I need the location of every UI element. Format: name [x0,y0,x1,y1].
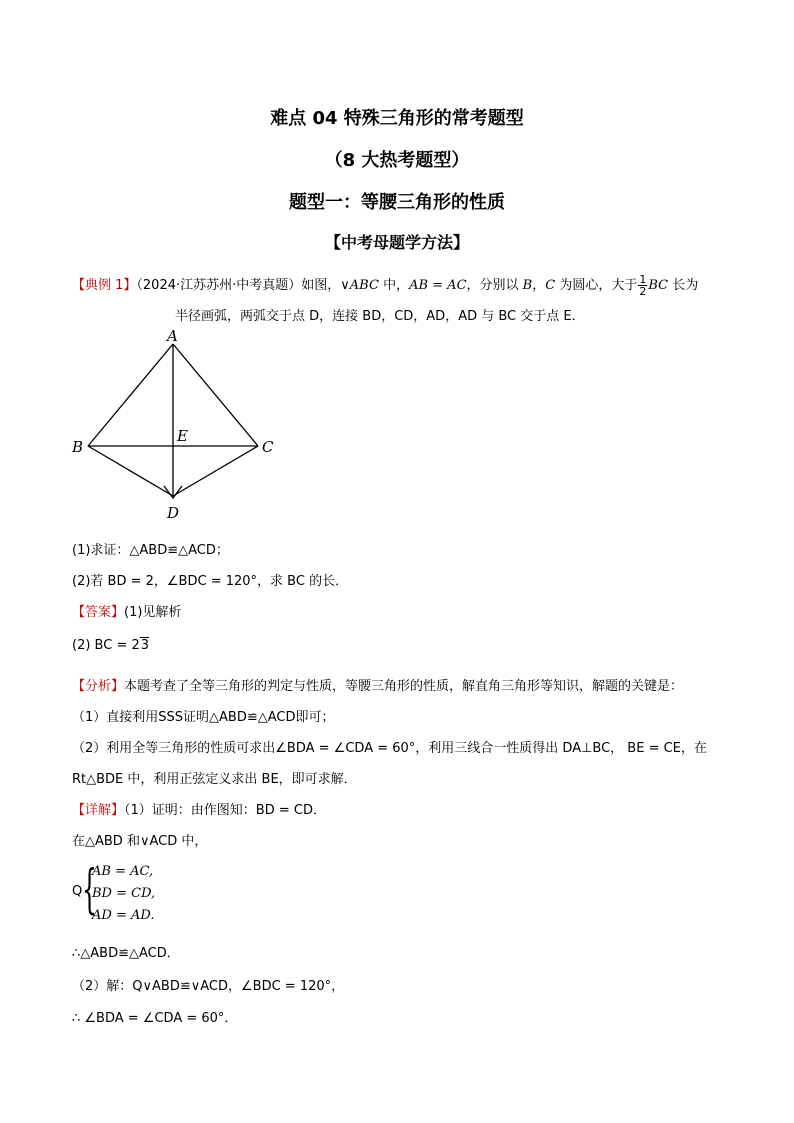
section-heading: 题型一：等腰三角形的性质 [289,192,505,213]
stem-text: ，分别以 [466,278,523,293]
page-title: 难点 04 特殊三角形的常考题型 [270,108,524,129]
stem-text: ， [532,278,546,293]
stem-text: 中， [378,278,410,293]
analysis-line1 [72,675,683,694]
question-2: (2)若 BD = 2，∠BDC = 120°，求 BC 的长． [72,574,349,589]
system-eq-3: AD = AD. [92,908,155,923]
stem-triangle: ∨ABC [340,278,379,293]
answer-line2 [72,638,149,653]
detail-line3: ∴△ABD≌△ACD． [72,946,180,961]
answer-line1 [72,601,181,620]
stem-segment: BC [648,278,669,293]
analysis-tag: 【分析】 [72,679,125,694]
because-symbol: Q [72,884,83,899]
system-eq-1: AB = AC, [92,864,154,879]
detail-line5: ∴ ∠BDA = ∠CDA = 60°． [72,1011,238,1026]
example-stem-line2: 半径画弧，两弧交于点 D，连接 BD，CD，AD，AD 与 BC 交于点 E． [175,309,585,324]
stem-point: B [522,278,533,293]
example-source: （2024·江苏苏州·中考真题） [136,278,302,293]
segment-bd [88,446,173,496]
stem-text: 为圆心，大于 [555,278,638,293]
method-heading: 【中考母题学方法】 [324,233,469,252]
analysis-line2: （1）直接利用SSS证明△ABD≌△ACD即可； [72,710,335,725]
stem-point: C [545,278,556,293]
fraction-half: $\frac{1}{2}$ [639,273,647,298]
point-label-c: C [262,438,274,456]
point-label-e: E [177,427,188,445]
answer-text: (1)见解析 [124,605,182,620]
analysis-text: 本题考查了全等三角形的判定与性质，等腰三角形的性质，解直角三角形等知识，解题的关键是： [124,679,684,694]
geometry-figure [60,326,290,526]
detail-tag: 【详解】 [72,803,125,818]
example-tag: 【典例 1】 [72,278,137,293]
answer-text: (2) BC = 2 [72,638,140,653]
answer-tag: 【答案】 [72,605,125,620]
detail-line2: 在△ABD 和∨ACD 中， [72,834,208,849]
segment-ab [88,344,173,446]
point-label-a: A [167,327,178,345]
sqrt-value: 3 [140,638,150,653]
point-label-b: B [72,438,84,456]
analysis-line3: （2）利用全等三角形的性质可求出∠BDA = ∠CDA = 60°，利用三线合一性质得出 DA⊥BC， BE = CE，在 [72,741,707,756]
point-label-d: D [167,504,180,522]
system-brace: { [82,860,97,920]
stem-text: 如图， [301,278,341,293]
page-subtitle: （8 大热考题型） [324,150,470,171]
system-eq-2: BD = CD, [92,886,156,901]
segment-cd [173,446,258,496]
detail-line4: （2）解：Q∨ABD≌∨ACD，∠BDC = 120°， [72,979,345,994]
stem-equation: AB = AC [409,278,467,293]
example-stem-line1 [72,274,698,297]
detail-line1 [72,799,326,818]
stem-text: 长为 [668,278,699,293]
question-1: (1)求证：△ABD≌△ACD； [72,543,229,558]
analysis-line4: Rt△BDE 中，利用正弦定义求出 BE，即可求解． [72,772,357,787]
detail-text: （1）证明：由作图知：BD = CD． [124,803,326,818]
